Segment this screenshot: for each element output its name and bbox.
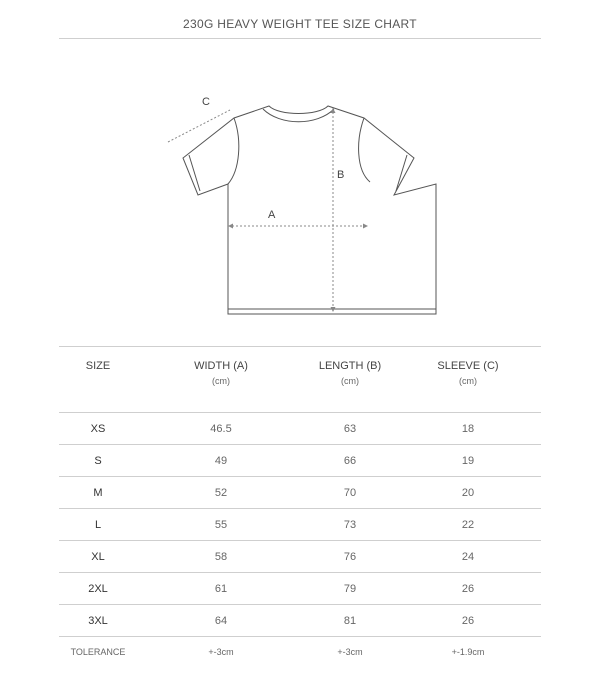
cell-width: 61 [137, 573, 305, 605]
cell-sleeve: 22 [395, 509, 541, 541]
page-title: 230G HEAVY WEIGHT TEE SIZE CHART [183, 17, 417, 31]
cell-size: XS [59, 413, 137, 445]
measure-line-c [168, 110, 230, 142]
table-row [59, 605, 541, 637]
cell-width: 58 [137, 541, 305, 573]
cell-sleeve: 19 [395, 445, 541, 477]
cell-length: 73 [305, 509, 395, 541]
table-header-row [59, 347, 541, 413]
cell-width: 64 [137, 605, 305, 637]
tolerance-label: TOLERANCE [70, 647, 126, 657]
tshirt-outline [183, 106, 436, 314]
table-row [59, 445, 541, 477]
header-size: SIZE [59, 347, 137, 413]
header-length: LENGTH (B) (cm) [305, 347, 395, 413]
cell-length: 81 [305, 605, 395, 637]
size-table [59, 346, 541, 667]
label-a: A [268, 209, 276, 221]
tolerance-row [59, 637, 541, 668]
sleeve-seam-right [359, 118, 370, 182]
label-b: B [337, 169, 345, 181]
tolerance-width: +-3cm [208, 647, 234, 657]
cell-sleeve: 20 [395, 477, 541, 509]
cell-width: 46.5 [137, 413, 305, 445]
cell-length: 70 [305, 477, 395, 509]
table-row [59, 477, 541, 509]
cell-sleeve: 24 [395, 541, 541, 573]
cell-width: 49 [137, 445, 305, 477]
tolerance-sleeve: +-1.9cm [451, 647, 485, 657]
tolerance-length: +-3cm [337, 647, 363, 657]
cell-size: L [59, 509, 137, 541]
label-c: C [202, 96, 210, 108]
cell-width: 55 [137, 509, 305, 541]
cell-size: S [59, 445, 137, 477]
header-width: WIDTH (A) (cm) [137, 347, 305, 413]
header-sleeve: SLEEVE (C) (cm) [395, 347, 541, 413]
cell-size: M [59, 477, 137, 509]
cell-size: XL [59, 541, 137, 573]
cell-width: 52 [137, 477, 305, 509]
table-row [59, 413, 541, 445]
tshirt-collar [263, 109, 334, 122]
table-row [59, 509, 541, 541]
cell-length: 76 [305, 541, 395, 573]
cell-length: 63 [305, 413, 395, 445]
table-row [59, 573, 541, 605]
cell-length: 79 [305, 573, 395, 605]
cell-size: 3XL [59, 605, 137, 637]
table-row [59, 541, 541, 573]
cell-sleeve: 26 [395, 573, 541, 605]
cell-length: 66 [305, 445, 395, 477]
cell-sleeve: 18 [395, 413, 541, 445]
sleeve-seam-left [228, 118, 239, 184]
cell-size: 2XL [59, 573, 137, 605]
cell-sleeve: 26 [395, 605, 541, 637]
